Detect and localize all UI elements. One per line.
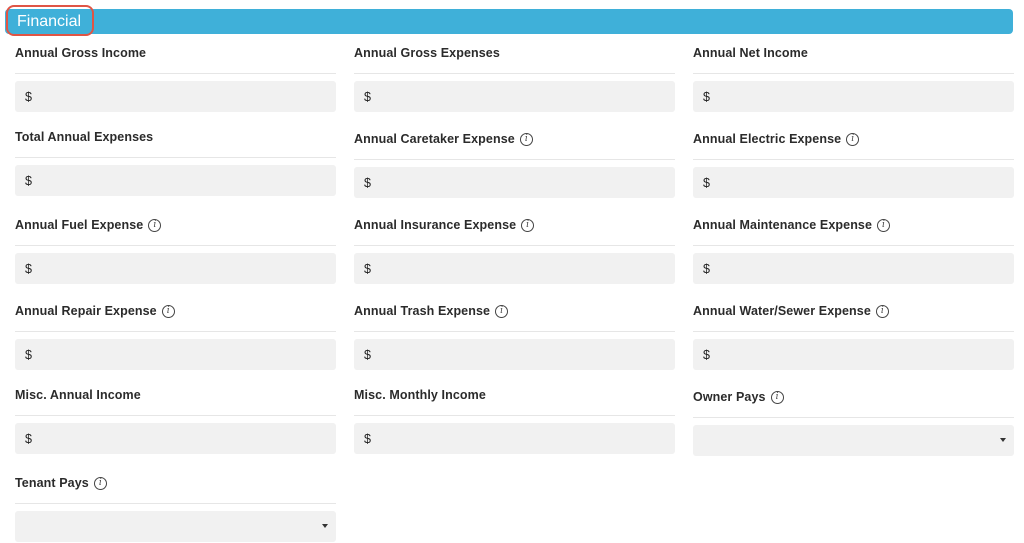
field-annual-gross-expenses (354, 46, 675, 112)
tenant-pays-select[interactable] (15, 511, 336, 542)
info-icon[interactable]: i (876, 305, 889, 318)
field-label: Owner Pays (693, 390, 766, 404)
section-header-bar (5, 9, 1013, 34)
field-label-row (354, 132, 675, 160)
annual-gross-income-input[interactable] (15, 81, 336, 112)
annual-trash-expense-input[interactable] (354, 339, 675, 370)
field-annual-insurance-expense (354, 218, 675, 284)
field-annual-electric-expense (693, 132, 1014, 198)
annual-net-income-input[interactable] (693, 81, 1014, 112)
field-label-row (15, 304, 336, 332)
field-label-row (15, 218, 336, 246)
misc-monthly-income-input[interactable] (354, 423, 675, 454)
field-label: Annual Fuel Expense (15, 218, 144, 232)
field-owner-pays (693, 390, 1014, 456)
field-label-row (693, 132, 1014, 160)
field-annual-repair-expense (15, 304, 336, 370)
owner-pays-select[interactable] (693, 425, 1014, 456)
annual-water-sewer-expense-input[interactable] (693, 339, 1014, 370)
annual-insurance-expense-input[interactable] (354, 253, 675, 284)
currency-prefix: $ (25, 89, 32, 104)
annual-maintenance-expense-input[interactable] (693, 253, 1014, 284)
field-annual-caretaker-expense (354, 132, 675, 198)
info-icon[interactable]: i (148, 219, 161, 232)
field-label-row (354, 218, 675, 246)
field-label-row (693, 46, 1014, 74)
field-label: Annual Maintenance Expense (693, 218, 873, 232)
annual-caretaker-expense-input[interactable] (354, 167, 675, 198)
field-label-row (354, 304, 675, 332)
info-icon[interactable]: i (846, 133, 859, 146)
field-label: Misc. Monthly Income (354, 388, 486, 402)
currency-prefix: $ (364, 261, 371, 276)
field-total-annual-expenses (15, 130, 336, 196)
field-label: Annual Trash Expense (354, 304, 491, 318)
field-label: Annual Caretaker Expense (354, 132, 515, 146)
currency-prefix: $ (25, 431, 32, 446)
field-label-row (15, 46, 336, 74)
field-annual-maintenance-expense (693, 218, 1014, 284)
currency-prefix: $ (25, 261, 32, 276)
field-misc-annual-income (15, 388, 336, 454)
field-label: Annual Gross Income (15, 46, 147, 60)
field-label: Annual Water/Sewer Expense (693, 304, 871, 318)
currency-prefix: $ (364, 89, 371, 104)
field-label: Annual Gross Expenses (354, 46, 500, 60)
info-icon[interactable]: i (94, 477, 107, 490)
field-annual-gross-income (15, 46, 336, 112)
info-icon[interactable]: i (520, 133, 533, 146)
currency-prefix: $ (364, 431, 371, 446)
field-label-row (15, 130, 336, 158)
info-icon[interactable]: i (521, 219, 534, 232)
field-label: Annual Net Income (693, 46, 808, 60)
caret-down-icon (1000, 438, 1006, 442)
currency-prefix: $ (703, 89, 710, 104)
field-label: Misc. Annual Income (15, 388, 141, 402)
field-misc-monthly-income (354, 388, 675, 454)
field-tenant-pays (15, 476, 336, 542)
field-label-row (354, 46, 675, 74)
annual-repair-expense-input[interactable] (15, 339, 336, 370)
currency-prefix: $ (703, 261, 710, 276)
currency-prefix: $ (364, 347, 371, 362)
annual-fuel-expense-input[interactable] (15, 253, 336, 284)
field-annual-water-sewer-expense (693, 304, 1014, 370)
field-annual-trash-expense (354, 304, 675, 370)
field-label: Total Annual Expenses (15, 130, 154, 144)
field-label: Annual Insurance Expense (354, 218, 517, 232)
field-label: Annual Repair Expense (15, 304, 157, 318)
caret-down-icon (322, 524, 328, 528)
total-annual-expenses-input[interactable] (15, 165, 336, 196)
currency-prefix: $ (364, 175, 371, 190)
annual-electric-expense-input[interactable] (693, 167, 1014, 198)
currency-prefix: $ (703, 347, 710, 362)
field-label-row (693, 218, 1014, 246)
field-annual-fuel-expense (15, 218, 336, 284)
currency-prefix: $ (25, 173, 32, 188)
field-label-row (15, 388, 336, 416)
info-icon[interactable]: i (877, 219, 890, 232)
field-label-row (693, 390, 1014, 418)
info-icon[interactable]: i (162, 305, 175, 318)
annual-gross-expenses-input[interactable] (354, 81, 675, 112)
info-icon[interactable]: i (771, 391, 784, 404)
currency-prefix: $ (703, 175, 710, 190)
currency-prefix: $ (25, 347, 32, 362)
field-label: Annual Electric Expense (693, 132, 842, 146)
section-title[interactable]: Financial (17, 13, 82, 30)
field-label: Tenant Pays (15, 476, 89, 490)
field-annual-net-income (693, 46, 1014, 112)
misc-annual-income-input[interactable] (15, 423, 336, 454)
field-label-row (15, 476, 336, 504)
info-icon[interactable]: i (495, 305, 508, 318)
field-label-row (693, 304, 1014, 332)
field-label-row (354, 388, 675, 416)
